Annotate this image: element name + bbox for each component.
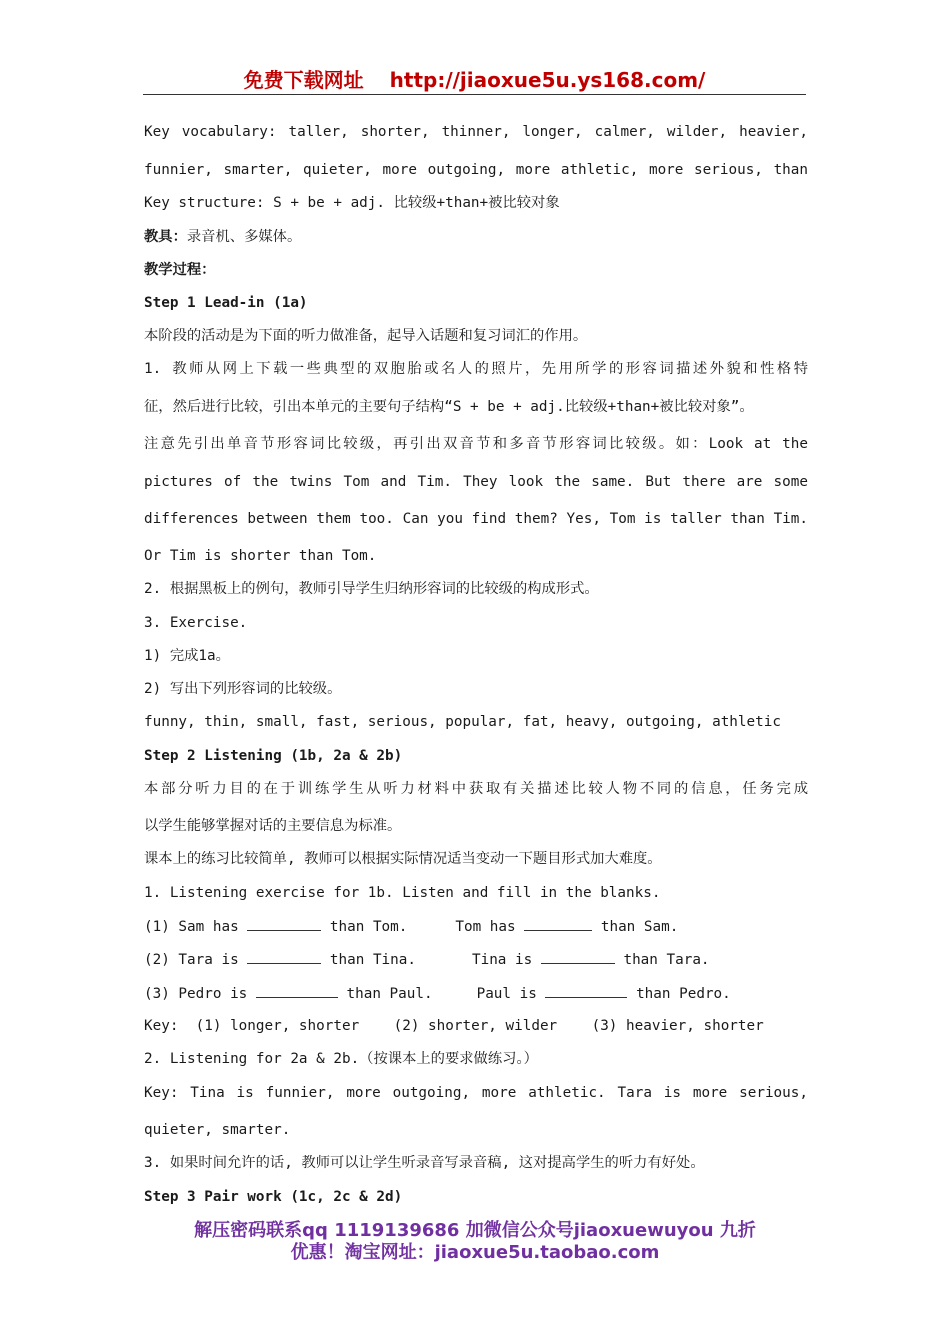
step2-line-2: 以学生能够掌握对话的主要信息为标准。 (144, 818, 402, 834)
exercise1-title: 1. Listening exercise for 1b. Listen and fill in the blanks. (144, 885, 661, 901)
blank-field[interactable] (541, 949, 615, 964)
ex1-row1-d: than Sam. (600, 919, 679, 935)
exercise3: 3. 如果时间允许的话, 教师可以让学生听录音写录音稿, 这对提高学生的听力有好处。 (144, 1155, 705, 1171)
ex1-row3-d: than Pedro. (636, 986, 731, 1002)
blank-field[interactable] (247, 916, 321, 931)
ex1-row2-a: (2) Tara is (144, 952, 239, 968)
vocab-line-1: Key vocabulary: taller, shorter, thinner, longer, calmer, wilder, heavier, (144, 124, 808, 140)
exercise2-title: 2. Listening for 2a & 2b.（按课本上的要求做练习。） (144, 1051, 538, 1067)
ex1-row1-a: (1) Sam has (144, 919, 239, 935)
exercise1-row-3 (144, 983, 808, 1004)
header-label: 免费下载网址 (243, 68, 364, 92)
ex1-row1-c: Tom has (455, 919, 516, 935)
footer-line-1: 解压密码联系qq 1119139686 加微信公众号jiaoxuewuyou 九折 (194, 1220, 756, 1241)
tools-label: 教具： (144, 229, 187, 245)
vocab-line-2: funnier, smarter, quieter, more outgoing, more athletic, more serious, than (144, 162, 808, 178)
tools-line (144, 227, 808, 247)
ex1-row3-a: (3) Pedro is (144, 986, 248, 1002)
key-2-line-2: quieter, smarter. (144, 1122, 291, 1138)
para1-line-4: pictures of the twins Tom and Tim. They look the same. But there are some (144, 474, 808, 490)
step1-desc: 本阶段的活动是为下面的听力做准备，起导入话题和复习词汇的作用。 (144, 328, 588, 344)
step3-heading: Step 3 Pair work (1c, 2c & 2d) (144, 1189, 403, 1205)
para1-line-6: Or Tim is shorter than Tom. (144, 548, 377, 564)
key-2-line-1: Key: Tina is funnier, more outgoing, more athletic. Tara is more serious, (144, 1085, 808, 1101)
footer-line-2: 优惠！淘宝网址：jiaoxue5u.taobao.com (290, 1242, 660, 1263)
structure-line: Key structure: S + be + adj. 比较级+than+被比较对象 (144, 195, 560, 211)
para1-line-5: differences between them too. Can you find them? Yes, Tom is taller than Tim. (144, 511, 808, 527)
exercise1-row-2 (144, 949, 808, 970)
blank-field[interactable] (247, 949, 321, 964)
para3-item-2: 2) 写出下列形容词的比较级。 (144, 681, 342, 697)
step2-line-1: 本部分听力目的在于训练学生从听力材料中获取有关描述比较人物不同的信息，任务完成 (144, 781, 808, 797)
para1-line-2: 征，然后进行比较，引出本单元的主要句子结构“S + be + adj.比较级+than+被比较对象”。 (144, 399, 754, 415)
step1-heading: Step 1 Lead-in (1a) (144, 295, 308, 311)
header-url[interactable]: http://jiaoxue5u.ys168.com/ (389, 68, 706, 92)
para1-line-3: 注意先引出单音节形容词比较级，再引出双音节和多音节形容词比较级。如：Look at the (144, 436, 808, 452)
key-1: Key: (1) longer, shorter (2) shorter, wilder (3) heavier, shorter (144, 1018, 764, 1034)
para1-line-1: 1. 教师从网上下载一些典型的双胞胎或名人的照片，先用所学的形容词描述外貌和性格特 (144, 361, 808, 377)
process-heading: 教学过程： (144, 262, 216, 278)
blank-field[interactable] (545, 983, 627, 998)
ex1-row3-c: Paul is (476, 986, 537, 1002)
para3-item-1: 1) 完成1a。 (144, 648, 230, 664)
ex1-row1-b: than Tom. (329, 919, 408, 935)
para3: 3. Exercise. (144, 615, 248, 631)
adjective-list: funny, thin, small, fast, serious, popular, fat, heavy, outgoing, athletic (144, 714, 781, 730)
tools-value: 录音机、多媒体。 (186, 229, 302, 245)
blank-field[interactable] (256, 983, 338, 998)
page-header (143, 66, 806, 95)
ex1-row3-b: than Paul. (346, 986, 433, 1002)
blank-field[interactable] (524, 916, 592, 931)
exercise1-row-1 (144, 916, 808, 937)
ex1-row2-b: than Tina. (329, 952, 416, 968)
step2-line-3: 课本上的练习比较简单, 教师可以根据实际情况适当变动一下题目形式加大难度。 (144, 851, 662, 867)
step2-heading: Step 2 Listening (1b, 2a & 2b) (144, 748, 403, 764)
para2: 2. 根据黑板上的例句，教师引导学生归纳形容词的比较级的构成形式。 (144, 581, 599, 597)
ex1-row2-d: than Tara. (623, 952, 710, 968)
ex1-row2-c: Tina is (471, 952, 533, 968)
